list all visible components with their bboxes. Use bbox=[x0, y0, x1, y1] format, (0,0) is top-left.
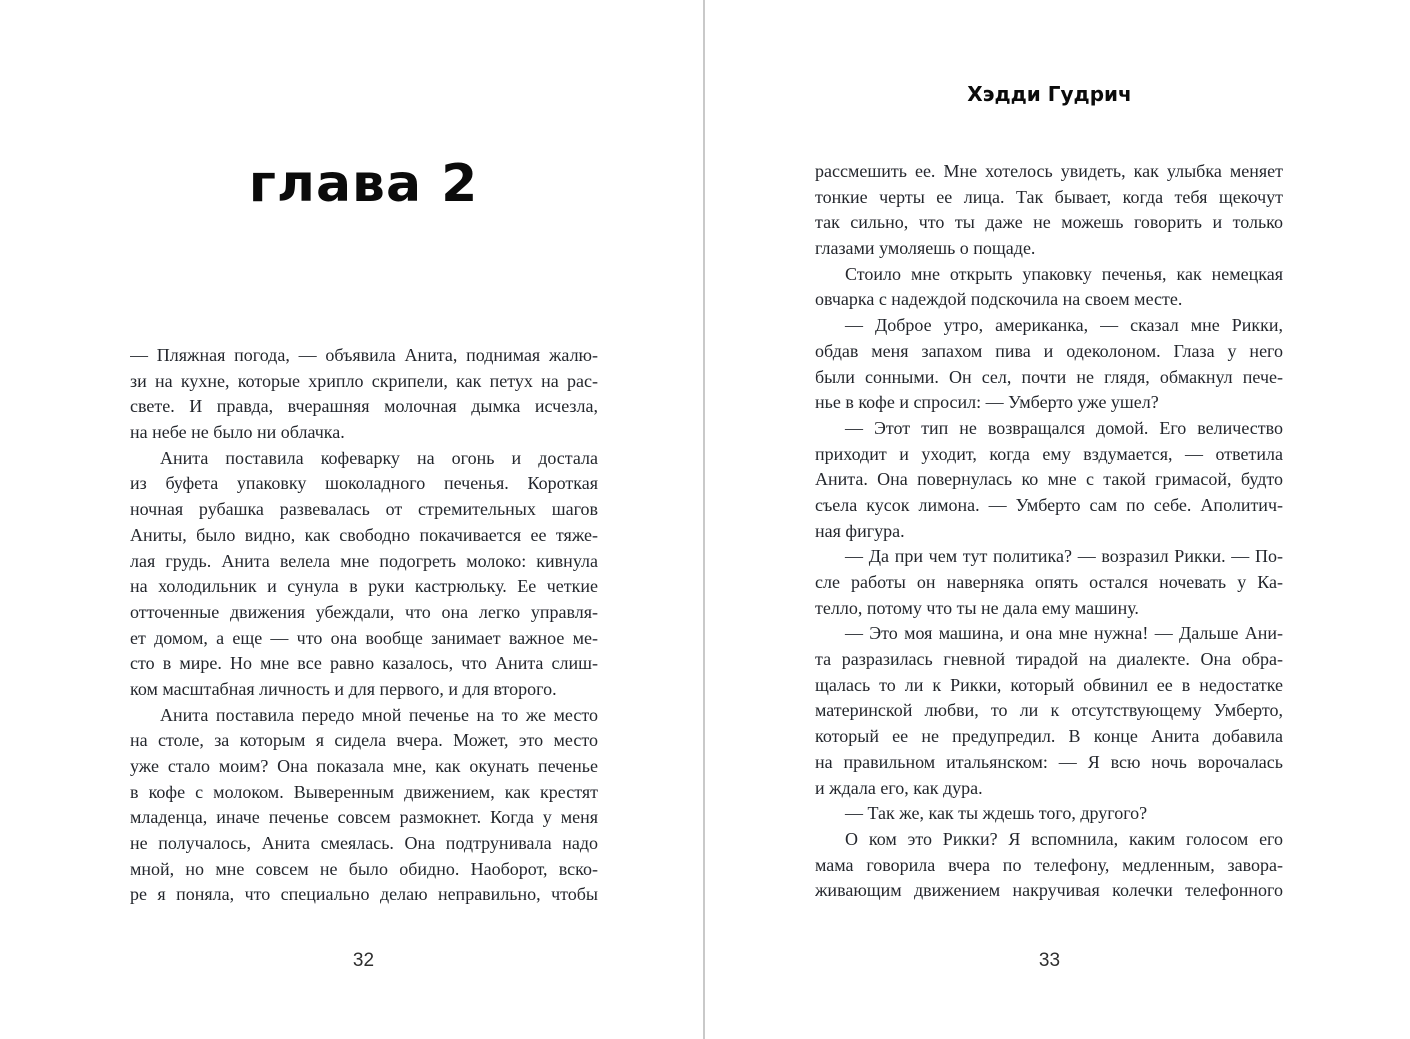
text-line: младенца, иначе печенье совсем размокнет. Когда у меня bbox=[130, 807, 598, 828]
text-line: Анита поставила кофеварку на огонь и достала bbox=[160, 447, 598, 468]
text-line: который ее не предупредил. В конце Анита добавила bbox=[815, 726, 1283, 747]
text-line: — Так же, как ты ждешь того, другого? bbox=[845, 803, 1148, 824]
text-line: тонкие черты ее лица. Так бывает, когда тебя щекочут bbox=[815, 186, 1283, 207]
text-line: были сонными. Он сел, почти не глядя, обмакнул пече- bbox=[815, 366, 1283, 387]
text-line: так сильно, что ты даже не можешь говорить и только bbox=[815, 212, 1283, 233]
text-line: на небе не было ни облачка. bbox=[130, 422, 345, 443]
text-line: — Этот тип не возвращался домой. Его величество bbox=[845, 417, 1283, 438]
text-line: обдав меня запахом пива и одеколоном. Глаза у него bbox=[815, 340, 1283, 361]
text-line: живающим движением накручивая колечки телефонного bbox=[815, 880, 1283, 901]
paragraph bbox=[815, 262, 1283, 313]
text-line: — Это моя машина, и она мне нужна! — Дальше Ани- bbox=[845, 623, 1283, 644]
text-line: — Пляжная погода, — объявила Анита, поднимая жалю- bbox=[130, 345, 598, 365]
text-line: мама говорила вчера по телефону, медленным, завора- bbox=[815, 854, 1283, 875]
paragraph bbox=[815, 416, 1283, 544]
right-page-body bbox=[815, 159, 1283, 904]
text-line: ком масштабная личность и для первого, и для второго. bbox=[130, 678, 557, 699]
text-line: — Доброе утро, американка, — сказал мне Рикки, bbox=[845, 315, 1283, 336]
text-line: зи на кухне, которые хрипло скрипели, как петух на рас- bbox=[130, 370, 598, 391]
text-line: на правильном итальянском: — Я всю ночь ворочалась bbox=[815, 751, 1283, 772]
text-line: Анита. Она повернулась ко мне с такой гримасой, будто bbox=[815, 469, 1283, 490]
text-line: — Да при чем тут политика? — возразил Рикки. — По- bbox=[845, 546, 1283, 567]
paragraph bbox=[130, 343, 598, 446]
text-line: сле работы он наверняка опять остался ночевать у Ка- bbox=[815, 572, 1283, 592]
text-line: не получалось, Анита смеялась. Она подтрунивала надо bbox=[130, 833, 598, 854]
paragraph bbox=[815, 827, 1283, 904]
left-page-body bbox=[130, 343, 598, 908]
text-line: Стоило мне открыть упаковку печенья, как немецкая bbox=[845, 263, 1283, 284]
text-line: на столе, за которым я сидела вчера. Может, это место bbox=[130, 730, 598, 751]
text-line: и ждала его, как дура. bbox=[815, 777, 983, 798]
text-line: отточенные движения убеждали, что она легко управля- bbox=[130, 601, 598, 622]
text-line: свете. И правда, вчерашняя молочная дымка исчезла, bbox=[130, 396, 598, 417]
text-line: Анита поставила передо мной печенье на то же место bbox=[160, 704, 598, 725]
page-number-right: 33 bbox=[1038, 950, 1061, 971]
text-line: лая грудь. Анита велела мне подогреть молоко: кивнула bbox=[130, 550, 598, 571]
text-line: О ком это Рикки? Я вспомнила, каким голосом его bbox=[845, 828, 1283, 849]
text-line: приходит и уходит, когда ему вздумается, — ответила bbox=[815, 443, 1283, 464]
text-line: глазами умоляешь о пощаде. bbox=[815, 238, 1036, 259]
text-line: съела кусок лимона. — Умберто сам по себе. Аполитич- bbox=[815, 494, 1283, 515]
text-line: рассмешить ее. Мне хотелось увидеть, как улыбка меняет bbox=[815, 161, 1283, 181]
text-line: сто в мире. Но мне все равно казалось, что Анита слиш- bbox=[130, 653, 598, 674]
paragraph bbox=[815, 313, 1283, 416]
text-line: из буфета упаковку шоколадного печенья. Короткая bbox=[130, 473, 598, 494]
text-line: щалась то ли к Рикки, который обвинил ее в недостатке bbox=[815, 674, 1283, 695]
text-line: ре я поняла, что специально делаю неправильно, чтобы bbox=[130, 884, 598, 905]
text-line: на холодильник и сунула в руки кастрюльку. Ее четкие bbox=[130, 576, 598, 597]
paragraph bbox=[815, 621, 1283, 801]
page-number-left: 32 bbox=[352, 950, 375, 971]
text-line: ная фигура. bbox=[815, 520, 905, 541]
text-line: та разразилась гневной тирадой на диалекте. Она обра- bbox=[815, 649, 1283, 670]
text-line: овчарка с надеждой подскочила на своем месте. bbox=[815, 289, 1183, 310]
running-head: Хэдди Гудрич bbox=[967, 82, 1132, 106]
paragraph bbox=[130, 703, 598, 909]
paragraph bbox=[130, 446, 598, 703]
text-line: Аниты, было видно, как свободно покачивается ее тяже- bbox=[130, 524, 598, 545]
paragraph bbox=[815, 544, 1283, 621]
page-gutter-divider bbox=[703, 0, 705, 1039]
text-line: мной, но мне совсем не было обидно. Наоборот, вско- bbox=[130, 858, 598, 879]
text-line: ет домом, а еще — что она вообще занимает важное ме- bbox=[130, 627, 598, 648]
text-line: ночная рубашка развевалась от стремительных шагов bbox=[130, 499, 598, 520]
text-line: материнской любви, то ли к отсутствующему Умберто, bbox=[815, 700, 1283, 721]
text-line: телло, потому что ты не дала ему машину. bbox=[815, 597, 1139, 618]
chapter-heading: глава 2 bbox=[248, 154, 479, 214]
text-line: в кофе с молоком. Выверенным движением, как крестят bbox=[130, 781, 598, 802]
paragraph bbox=[815, 801, 1283, 827]
text-line: уже стало моим? Она показала мне, как окунать печенье bbox=[130, 756, 598, 776]
text-line: нье в кофе и спросил: — Умберто уже ушел? bbox=[815, 392, 1159, 413]
paragraph bbox=[815, 159, 1283, 262]
